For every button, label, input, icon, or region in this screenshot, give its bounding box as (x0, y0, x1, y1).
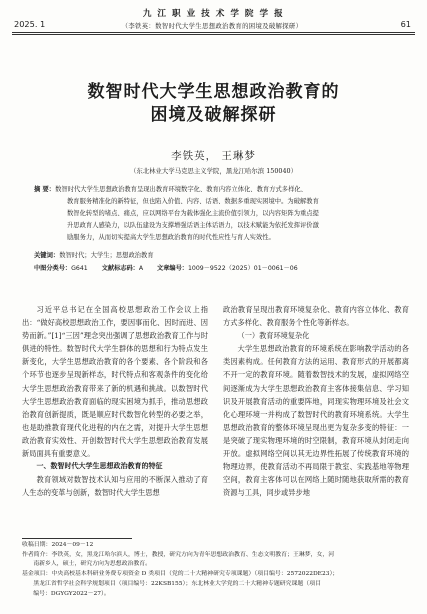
footnote-line: 黑龙江省哲学社会科学规划项目（项目编号：22KSB155）；东北林业大学党的二十大精神专题研究课题（项目 (22, 580, 321, 587)
body-paragraph: 大学生思想政治教育的环境系统在影响教学活动的各类因素构成。任何教育方法的运用、教育形式的开展都离不开一定的教育环境。随着数智技术的发展，虚拟网络空间逐渐成为大学生思想政治教育主客体接集信息、学习知识及开展教育活动的重要阵地，同现实物理环境及社会文化心理环境一并构成了数智时代的教育环境系统。大学生思想政治教育的整体环境呈现出更为复杂多变的特征：一是突破了现实物理环境的时空限制，教育环境从封闭走向开放。虚拟网络空间以其无边界性拓展了传统教育环境的物理边界，使教育活动不再局限于教室、实践基地等物理空间，教育主客体可以在网络上随时随地获取所需的教育资源与工具，同步或异步地 (223, 344, 409, 498)
body-paragraph: 政治教育呈现出教育环境复杂化、教育内容立体化、教育方式多样化、教育服务个性化等新样态。 (223, 305, 409, 328)
body-column-left (22, 303, 208, 499)
header-rule-thin (12, 34, 415, 35)
abstract (34, 184, 404, 244)
footnotes (22, 541, 412, 599)
subsection-heading: （一）教育环境复杂化 (237, 331, 310, 341)
body-paragraph: 习近平总书记在全国高校思想政治工作会议上指出：“做好高校思想政治工作，要因事而化、因时而进、因势而新。”[1]“三因”理念突出强调了思想政治教育工作与时俱进的特性。数智时代大学生群体的思想和行为特点发生新变化，大学生思想政治教育的各个要素、各个阶段和各个环节也逐步呈现新样态，时代特点和客观条件的变化给大学生思想政治教育带来了新的机遇和挑战。以数智时代大学生思想政治教育面临的现实困境为抓手，推动思想政治教育创新提质，既是顺应时代数智化转型的必要之举，也是助推教育现代化进程的内在之需，对提升大学生思想政治教育实效性、开创数智时代大学生思想政治教育发展新局面具有重要意义。 (22, 305, 208, 459)
abstract-line-5: 励服务力，从而切实提高大学生思想政治教育的时代性应性与育人实效性。 (67, 233, 275, 241)
issue-number: 2025. 1 (14, 19, 46, 29)
section-heading: 一、数智时代大学生思想政治教育的特征 (36, 462, 163, 471)
abstract-line-3: 数智化转型的堵点、痛点，应以网络平台为载体强化主流价值引领力，以内容矩阵为重点提 (67, 209, 319, 217)
abstract-line-2: 教育服务精准化的新特征，但也陷入价值、内容、话语、数据多重现实困境中。为破解教育 (67, 197, 319, 205)
body-paragraph: 教育领域对数智技术认知与应用的不断深入推动了育人生态的变革与创新，数智时代大学生思想 (22, 475, 208, 498)
keywords-value: 数智时代；大学生；思想政治教育 (59, 252, 154, 259)
footnote-line: 编号：DGYGY2022－27）。 (22, 590, 110, 597)
footnote-line: 南新乡人，硕士，研究方向为思想政治教育。 (22, 561, 152, 568)
header-rule-thick (12, 32, 415, 33)
footnote-rule (22, 538, 132, 539)
running-header: （李铁英：数智时代大学生思想政治教育的困境及破解探研） (121, 22, 303, 30)
authors: 李铁英， 王琳梦 (171, 150, 256, 162)
article-number: 文章编号：1009－9522（2025）01－0061－06 (157, 265, 298, 272)
body-column-right (223, 303, 409, 499)
journal-name: 九 江 职 业 技 术 学 院 学 报 (142, 9, 285, 19)
abstract-line-4: 升思政育人感染力，以队伍建设为支撑增强话语主体话语力，以技术赋能为依托发挥评价激 (67, 221, 319, 229)
footnote-line: 基金项目：中央高校基本科研业务费专项资金 D 类项目（党的二十大精神研究专项课题）（项目编号：2572022DE23）； (22, 571, 339, 578)
article-title-line1: 数智时代大学生思想政治教育的 (87, 82, 340, 102)
clc-number: 中图分类号：G641 (34, 265, 88, 272)
footnote-line: 收稿日期：2024－09－12 (22, 542, 94, 548)
abstract-line-1: 摘 要：数智时代大学生思想政治教育呈现出教育环境数字化、教育内容立体化、教育方式多样化、 (34, 186, 307, 193)
classification-line (34, 263, 404, 272)
keywords-label: 关键词： (34, 252, 60, 259)
document-code: 文献标志码：A (101, 265, 144, 272)
affiliation: （东北林业大学马克思主义学院，黑龙江哈尔滨 150040） (129, 167, 298, 175)
page-number: 61 (400, 19, 411, 29)
keywords (34, 250, 404, 259)
article-title-line2: 困境及破解探研 (150, 105, 277, 125)
footnote-line: 作者简介：李铁英，女，黑龙江哈尔滨人，博士，教授，研究方向为青年思想政治教育、生态文明教育；王琳梦，女，河 (22, 551, 335, 558)
abstract-label: 摘 要： (34, 186, 56, 193)
